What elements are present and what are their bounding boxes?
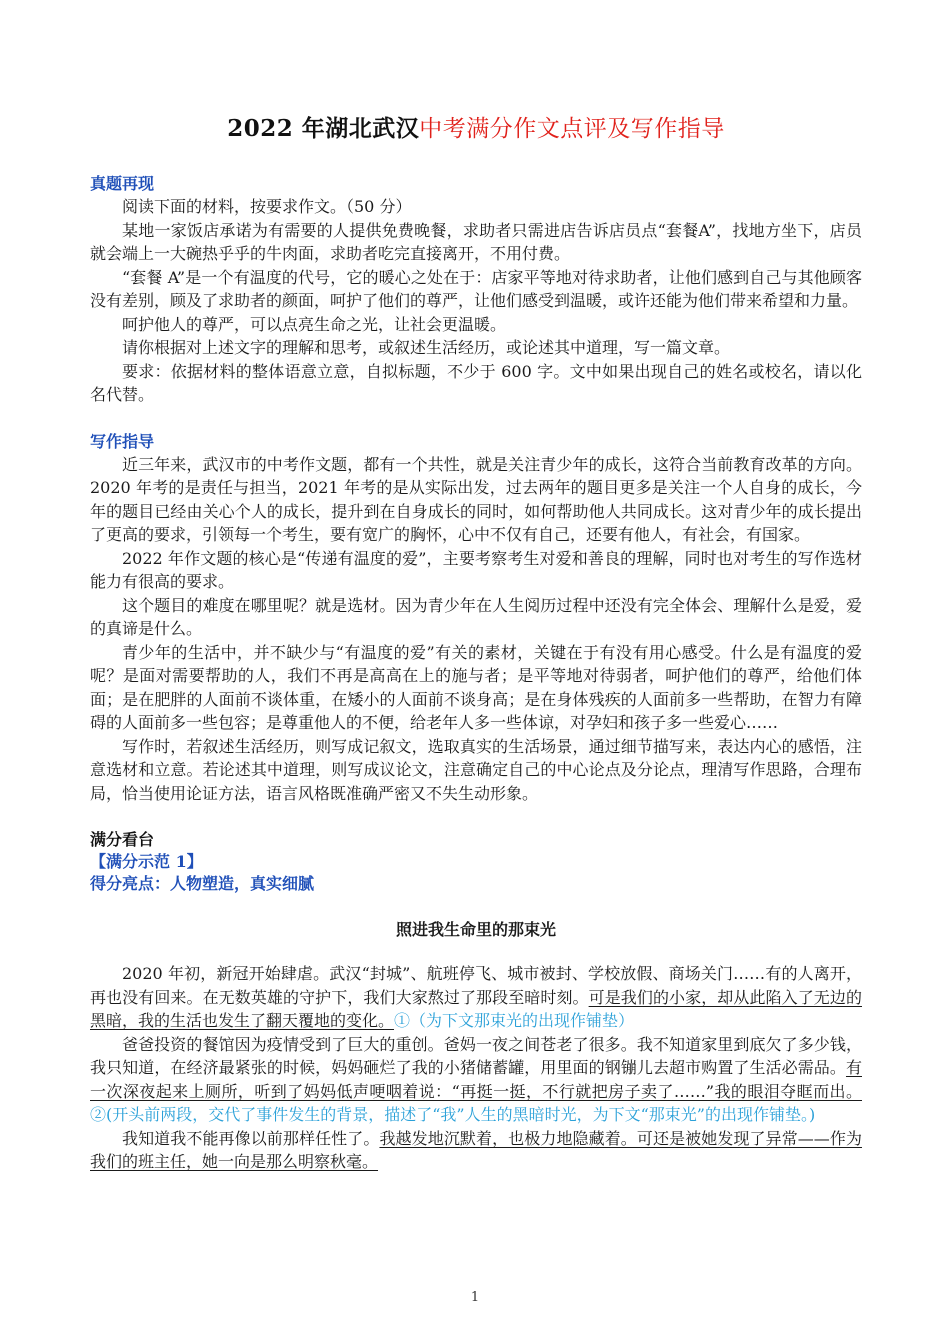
section-heading-full-marks: 满分看台 [90, 830, 155, 849]
document-page [90, 110, 862, 1174]
section2-paragraph: 写作时，若叙述生活经历，则写成记叙文，选取真实的生活场景，通过细节描写来，表达内心的感悟，注意选材和立意。若论述其中道理，则写成议论文，注意确定自己的中心论点及分论点，理清写作思路，合理布局，恰当使用论证方法，语言风格既准确严密又不失生动形象。 [90, 736, 862, 803]
section1-paragraph: “套餐 A”是一个有温度的代号，它的暖心之处在于：店家平等地对待求助者，让他们感到自己与其他顾客没有差别，顾及了求助者的颜面，呵护了他们的尊严，让他们感受到温暖，或许还能为他们带来希望和力量。 [90, 267, 862, 310]
title-part-1: 2022 年湖北武汉 [227, 115, 420, 142]
underlined-text: 有一次深夜起来上厕所，听到了妈妈低声哽咽着说：“再挺一挺，不行就把房子卖了……”我的眼泪夺眶而出。 [90, 1058, 862, 1101]
essay-paragraph-1 [90, 962, 862, 1033]
section1-paragraph: 呵护他人的尊严，可以点亮生命之光，让社会更温暖。 [122, 314, 507, 334]
section1-paragraph: 某地一家饭店承诺为有需要的人提供免费晚餐，求助者只需进店告诉店员点“套餐A”，找地方坐下，店员就会端上一大碗热乎乎的牛肉面，求助者吃完直接离开，不用付费。 [90, 220, 862, 263]
essay-text: 我知道我不能再像以前那样任性了。 [122, 1128, 380, 1148]
section2-paragraph: 青少年的生活中，并不缺少与“有温度的爱”有关的素材，关键在于有没有用心感受。什么是有温度的爱呢？是面对需要帮助的人，我们不再是高高在上的施与者；是平等地对待弱者，呵护他们的尊严，给他们体面；是在肥胖的人面前不谈体重，在矮小的人面前不谈身高；是在身体残疾的人面前多一些帮助，在智力有障碍的人面前多一些包容；是尊重他人的不便，给老年人多一些体谅，对孕妇和孩子多一些爱心…… [90, 642, 862, 732]
annotation-note: ①（为下文那束光的出现作铺垫） [394, 1011, 635, 1030]
title-part-2: 中考满分作文点评及写作指导 [419, 116, 725, 142]
essay-text: 2020 年初，新冠开始肆虐。武汉“封城”、航班停飞、城市被封、学校放假、商场关门……有的人离开，再也没有回来。在无数英雄的守护下，我们大家熬过了那段至暗时刻。 [90, 964, 862, 1007]
document-title [90, 110, 862, 143]
annotation-note: ②(开头前两段，交代了事件发生的背景，描述了“我”人生的黑暗时光，为下文“那束光”的出现作铺垫。) [90, 1105, 816, 1124]
section2-paragraph: 2022 年作文题的核心是“传递有温度的爱”，主要考察考生对爱和善良的理解，同时也对考生的写作选材能力有很高的要求。 [90, 548, 862, 591]
underlined-text: 我越发地沉默着，也极力地隐藏着。可还是被她发现了异常——作为我们的班主任，她一向是那么明察秋毫。 [90, 1128, 862, 1171]
sample-label: 【满分示范 1】 [90, 852, 203, 871]
section2-paragraph: 近三年来，武汉市的中考作文题，都有一个共性，就是关注青少年的成长，这符合当前教育改革的方向。2020 年考的是责任与担当，2021 年考的是从实际出发，过去两年的题目更多是关注一个人自身的成长，今年的题目已经由关心个人的成长，提升到在自身成长的同时，如何帮助他人共同成长。这对青少年的成长提出了更高的要求，引领每一个考生，要有宽广的胸怀，心中不仅有自己，还要有他人，有社会，有国家。 [90, 454, 862, 544]
essay-text: 爸爸投资的餐馆因为疫情受到了巨大的重创。爸妈一夜之间苍老了很多。我不知道家里到底欠了多少钱，我只知道，在经济最紧张的时候，妈妈砸烂了我的小猪储蓄罐，用里面的钢镚儿去超市购置了生活必需品。 [90, 1034, 862, 1077]
section1-paragraph: 要求：依据材料的整体语意立意，自拟标题，不少于 600 字。文中如果出现自己的姓名或校名，请以化名代替。 [90, 361, 862, 404]
essay-paragraph-2 [90, 1033, 862, 1127]
section1-paragraph: 请你根据对上述文字的理解和思考，或叙述生活经历，或论述其中道理，写一篇文章。 [122, 338, 731, 357]
section-heading-real-question: 真题再现 [90, 174, 155, 193]
section-heading-writing-guide: 写作指导 [90, 431, 155, 451]
underlined-text: 可是我们的小家，却从此陷入了无边的黑暗，我的生活也发生了翻天覆地的变化。 [90, 987, 862, 1030]
highlight-label: 得分亮点：人物塑造，真实细腻 [90, 874, 315, 893]
section2-paragraph: 这个题目的难度在哪里呢？就是选材。因为青少年在人生阅历过程中还没有完全体会、理解什么是爱，爱的真谛是什么。 [90, 595, 862, 638]
page-number: 1 [470, 1290, 480, 1305]
essay-paragraph-3 [90, 1127, 862, 1174]
essay-title: 照进我生命里的那束光 [395, 920, 556, 939]
section1-paragraph: 阅读下面的材料，按要求作文。（50 分） [122, 197, 412, 216]
